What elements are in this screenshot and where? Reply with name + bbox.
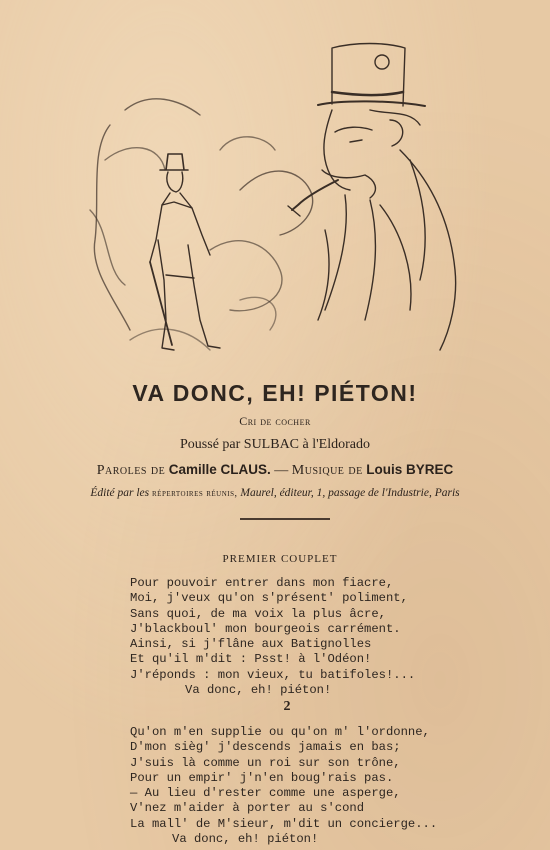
verse-line: La mall' de M'sieur, m'dit un concierge... <box>130 816 438 831</box>
publisher-address: Maurel, éditeur, 1, passage de l'Industrie, Paris <box>240 487 460 499</box>
verse-line: Ainsi, si j'flâne aux Batignolles <box>130 637 372 652</box>
couplet-1-verse <box>130 576 530 698</box>
verse-line: J'suis là comme un roi sur son trône, <box>130 755 401 770</box>
publisher-prefix: Édité par les <box>90 487 150 499</box>
verse-line: D'mon sièg' j'descends jamais en bas; <box>130 740 401 755</box>
verse-line: — Au lieu d'rester comme une asperge, <box>130 786 401 801</box>
lyricist-name: Camille CLAUS. <box>168 462 271 477</box>
coachman-and-pedestrian-illustration <box>70 30 490 375</box>
section-divider <box>240 518 330 520</box>
credits-line <box>0 462 550 479</box>
verse-line: Pour pouvoir entrer dans mon fiacre, <box>130 576 394 590</box>
refrain-line: Va donc, eh! piéton! <box>185 683 332 698</box>
verse-line: Sans quoi, de ma voix la plus âcre, <box>130 606 386 621</box>
composer-name: Louis BYREC <box>366 462 454 477</box>
verse-line: J'réponds : mon vieux, tu batifoles!... <box>130 667 416 682</box>
lyrics-prefix: Paroles de <box>96 463 166 478</box>
verse-line: V'nez m'aider à porter au s'cond <box>130 801 365 816</box>
couplet-1-heading: PREMIER COUPLET <box>222 553 338 565</box>
performer-line: Poussé par SULBAC à l'Eldorado <box>180 437 370 452</box>
publisher-line <box>0 487 550 499</box>
couplet-2-number: 2 <box>283 699 291 714</box>
couplet-2-verse <box>130 725 530 847</box>
refrain-line: Va donc, eh! piéton! <box>172 832 319 847</box>
verse-line: Qu'on m'en supplie ou qu'on m' l'ordonne, <box>130 725 430 739</box>
credits-separator: — <box>274 463 289 478</box>
song-title: VA DONC, EH! PIÉTON! <box>132 380 418 406</box>
publisher-name: répertoires réunis, <box>152 488 238 499</box>
verse-line: Moi, j'veux qu'on s'présent' poliment, <box>130 591 408 606</box>
song-subtitle: Cri de cocher <box>239 414 311 428</box>
verse-line: Et qu'il m'dit : Psst! à l'Odéon! <box>130 652 372 667</box>
verse-line: J'blackboul' mon bourgeois carrément. <box>130 621 401 636</box>
music-prefix: Musique de <box>291 463 363 478</box>
verse-line: Pour un empir' j'n'en boug'rais pas. <box>130 770 394 785</box>
